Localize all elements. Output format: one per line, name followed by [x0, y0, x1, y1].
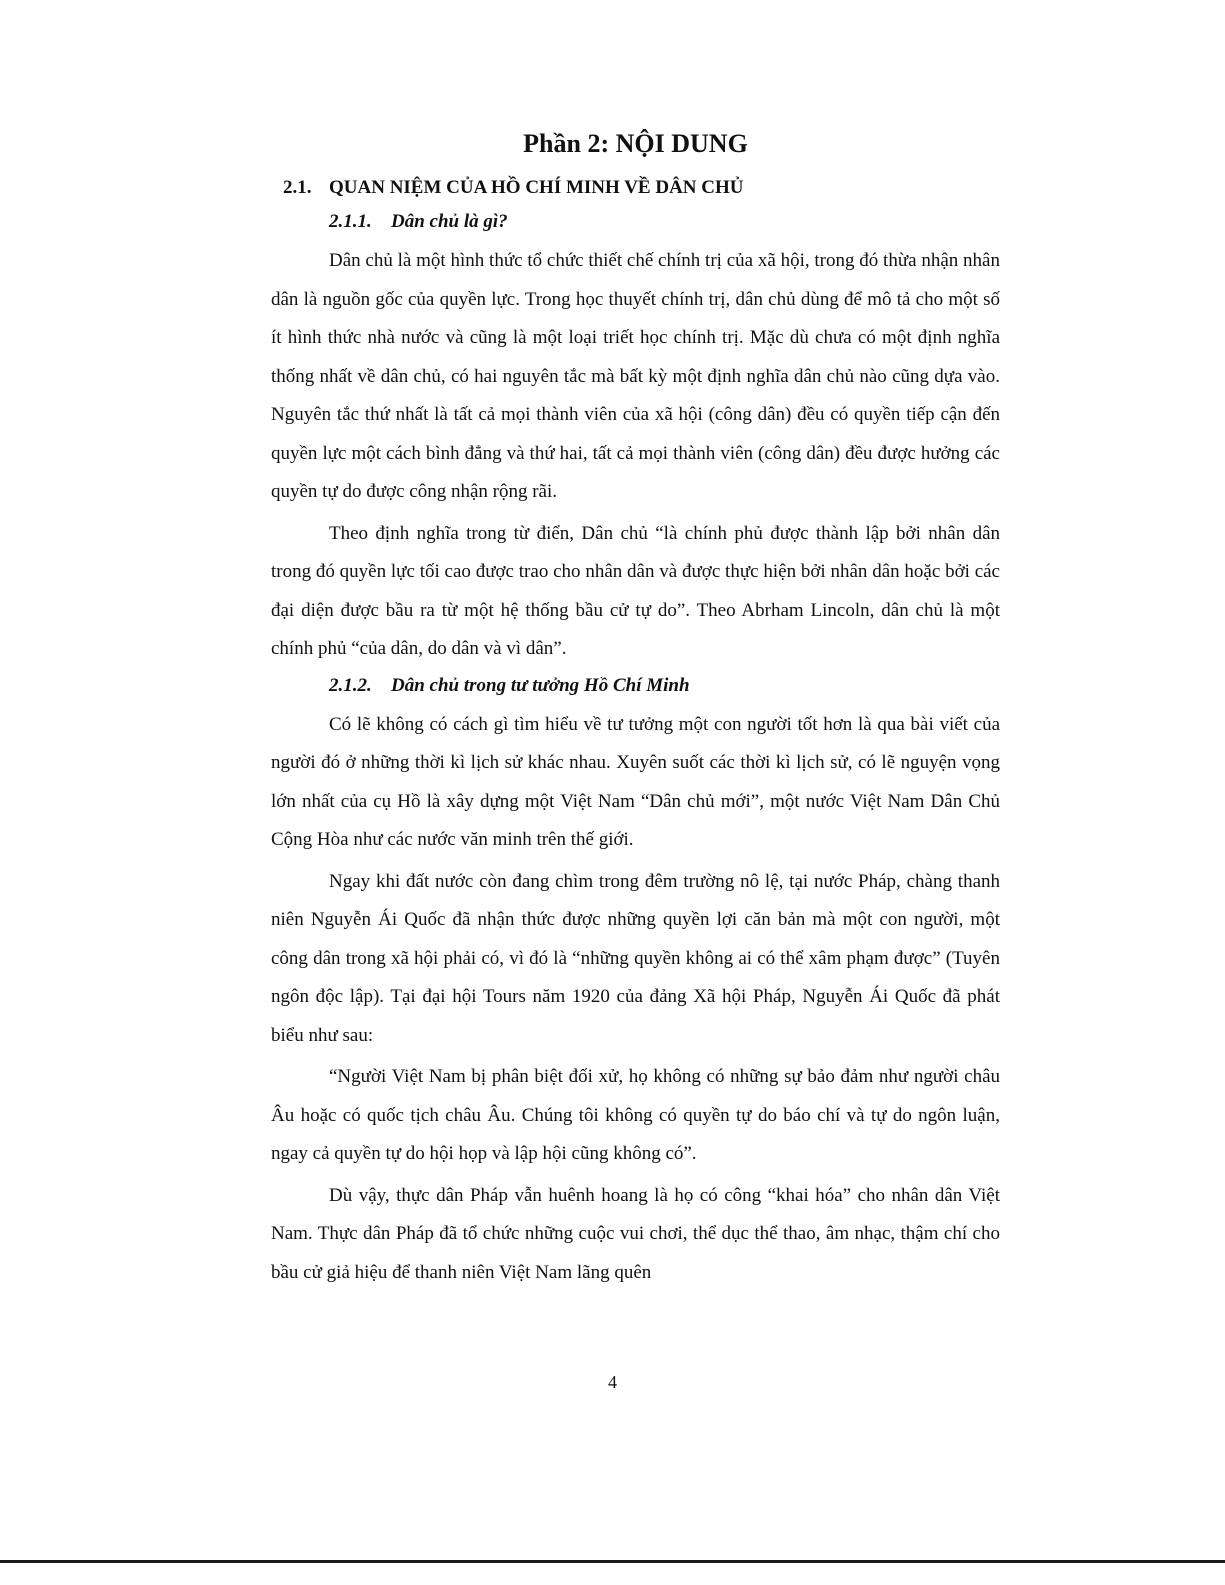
section-title: QUAN NIỆM CỦA HỒ CHÍ MINH VỀ DÂN CHỦ: [329, 177, 744, 198]
paragraph: Dân chủ là một hình thức tổ chức thiết chế chính trị của xã hội, trong đó thừa nhận nhân dân là nguồn gốc của quyền lực. Trong học thuyết chính trị, dân chủ dùng để mô tả cho một số ít hình thức nhà nước và cũng là một loại triết học chính trị. Mặc dù chưa có một định nghĩa thống nhất về dân chủ, có hai nguyên tắc mà bất kỳ một định nghĩa dân chủ nào cũng dựa vào. Nguyên tắc thứ nhất là tất cả mọi thành viên của xã hội (công dân) đều có quyền tiếp cận đến quyền lực một cách bình đẳng và thứ hai, tất cả mọi thành viên (công dân) đều được hưởng các quyền tự do được công nhận rộng rãi.: [271, 250, 1000, 502]
subsection-title-1: Dân chủ là gì?: [391, 211, 508, 232]
section-heading: [283, 174, 1000, 202]
subsection-title-2: Dân chủ trong tư tưởng Hồ Chí Minh: [391, 674, 690, 696]
section-number: 2.1.: [283, 177, 312, 198]
paragraph: Ngay khi đất nước còn đang chìm trong đêm trường nô lệ, tại nước Pháp, chàng thanh niên Nguyễn Ái Quốc đã nhận thức được những quyền lợi căn bản mà một con người, một công dân trong xã hội phải có, vì đó là “những quyền không ai có thể xâm phạm được” (Tuyên ngôn độc lập). Tại đại hội Tours năm 1920 của đảng Xã hội Pháp, Nguyễn Ái Quốc đã phát biểu như sau:: [271, 870, 1000, 1046]
quote-paragraph: “Người Việt Nam bị phân biệt đối xử, họ không có những sự bảo đảm như người châu Âu hoặc có quốc tịch châu Âu. Chúng tôi không có quyền tự do báo chí và tự do ngôn luận, ngay cả quyền tự do hội họp và lập hội cũng không có”.: [271, 1066, 1000, 1164]
subsection-heading-2: [271, 672, 1000, 700]
paragraph: Dù vậy, thực dân Pháp vẫn huênh hoang là họ có công “khai hóa” cho nhân dân Việt Nam. Thực dân Pháp đã tổ chức những cuộc vui chơi, thể dục thể thao, âm nhạc, thậm chí cho bầu cử giả hiệu để thanh niên Việt Nam lãng quên: [271, 1184, 1000, 1283]
subsection-heading-1: [271, 208, 1000, 236]
subsection-number-1: 2.1.1.: [329, 211, 372, 232]
page-bottom-divider: [0, 1560, 1225, 1563]
paragraph: Theo định nghĩa trong từ điển, Dân chủ “là chính phủ được thành lập bởi nhân dân trong đó quyền lực tối cao được trao cho nhân dân và được thực hiện bởi nhân dân hoặc bởi các đại diện được bầu ra từ một hệ thống bầu cử tự do”. Theo Abrham Lincoln, dân chủ là một chính phủ “của dân, do dân và vì dân”.: [271, 522, 1000, 659]
paragraph: Có lẽ không có cách gì tìm hiểu về tư tưởng một con người tốt hơn là qua bài viết của người đó ở những thời kì lịch sử khác nhau. Xuyên suốt các thời kì lịch sử, có lẽ nguyện vọng lớn nhất của cụ Hồ là xây dựng một Việt Nam “Dân chủ mới”, một nước Việt Nam Dân Chủ Cộng Hòa như các nước văn minh trên thế giới.: [271, 713, 1000, 850]
page-number: 4: [608, 1372, 617, 1392]
page-content: [271, 126, 1000, 1295]
part-title: Phần 2: NỘI DUNG: [523, 129, 748, 158]
subsection-number-2: 2.1.2.: [329, 674, 372, 696]
